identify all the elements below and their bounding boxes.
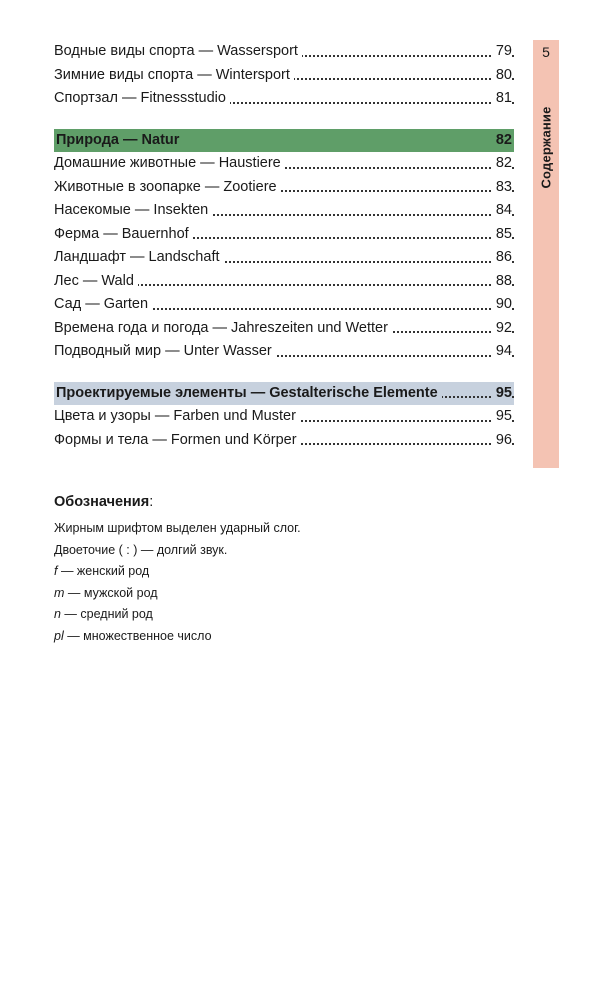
toc-entry-page: 79	[492, 40, 512, 64]
legend-line	[54, 561, 494, 583]
section-header-label: Природа — Natur	[54, 132, 183, 148]
toc-entry-page: 82	[492, 152, 512, 176]
legend-line	[54, 583, 494, 605]
toc-entry[interactable]	[54, 340, 514, 364]
toc-entry-label: Времена года и погода — Jahreszeiten und Wetter	[54, 320, 392, 336]
toc-entry[interactable]	[54, 293, 514, 317]
toc-entry-label: Лес — Wald	[54, 273, 138, 289]
legend-title-text: Обозначения	[54, 494, 150, 510]
toc-entry[interactable]	[54, 40, 514, 64]
toc-entry-page: 92	[492, 317, 512, 341]
toc-entry-page: 90	[492, 293, 512, 317]
toc-entry-page: 88	[492, 270, 512, 294]
legend-abbr: m	[54, 585, 65, 600]
toc-entry-page: 84	[492, 199, 512, 223]
toc-entry[interactable]	[54, 176, 514, 200]
legend-abbr-text: — множественное число	[63, 628, 212, 643]
toc-entry-page: 95	[492, 405, 512, 429]
section-header-page: 95	[492, 382, 512, 406]
legend-abbr-text: — средний род	[60, 607, 153, 621]
toc-entry-label: Насекомые — Insekten	[54, 202, 212, 218]
toc-entry-label: Водные виды спорта — Wassersport	[54, 43, 302, 59]
side-tab-label: Содержание	[538, 106, 554, 189]
toc-entry-page: 96	[492, 429, 512, 453]
toc-entry-page: 86	[492, 246, 512, 270]
toc-entry[interactable]	[54, 246, 514, 270]
toc-entry[interactable]	[54, 87, 514, 111]
toc-entry[interactable]	[54, 405, 514, 429]
toc-entry-page: 80	[492, 64, 512, 88]
page-number: 5	[542, 44, 550, 60]
section-header-page: 82	[492, 129, 512, 153]
legend-abbr: n	[54, 607, 61, 621]
legend-abbr-text: — мужской род	[64, 585, 158, 600]
toc-entry-label: Подводный мир — Unter Wasser	[54, 343, 276, 359]
toc-entry-label: Домашние животные — Haustiere	[54, 155, 285, 171]
legend-line: Двоеточие ( : ) — долгий звук.	[54, 542, 228, 557]
toc-entry-page: 94	[492, 340, 512, 364]
legend-abbr: pl	[54, 628, 64, 643]
legend-abbr-text: — женский род	[57, 564, 150, 578]
section-header-design[interactable]	[54, 382, 514, 406]
toc-entry-label: Сад — Garten	[54, 296, 152, 312]
legend-line: Жирным шрифтом выделен ударный слог.	[54, 521, 301, 535]
toc-entry-label: Зимние виды спорта — Wintersport	[54, 67, 294, 83]
legend-abbr: f	[54, 564, 58, 578]
section-header-nature[interactable]	[54, 129, 514, 153]
toc-entry[interactable]	[54, 199, 514, 223]
toc-entry-label: Животные в зоопарке — Zootiere	[54, 179, 281, 195]
toc-entry-page: 83	[492, 176, 512, 200]
toc-entry-page: 81	[492, 87, 512, 111]
legend	[54, 494, 494, 647]
toc-entry-label: Цвета и узоры — Farben und Muster	[54, 408, 300, 424]
legend-title-colon: :	[149, 494, 154, 510]
table-of-contents	[54, 40, 514, 452]
toc-entry[interactable]	[54, 270, 514, 294]
toc-entry[interactable]	[54, 64, 514, 88]
legend-line	[54, 604, 494, 626]
section-header-label: Проектируемые элементы — Gestalterische Elemente	[54, 385, 442, 401]
side-tab	[533, 40, 559, 468]
toc-entry-label: Формы и тела — Formen und Körper	[54, 432, 301, 448]
toc-entry[interactable]	[54, 223, 514, 247]
legend-line	[54, 626, 494, 648]
toc-entry-page: 85	[492, 223, 512, 247]
toc-entry[interactable]	[54, 429, 514, 453]
toc-entry-label: Ферма — Bauernhof	[54, 226, 193, 242]
toc-entry-label: Спортзал — Fitnessstudio	[54, 90, 230, 106]
toc-entry[interactable]	[54, 152, 514, 176]
toc-entry[interactable]	[54, 317, 514, 341]
toc-entry-label: Ландшафт — Landschaft	[54, 249, 224, 265]
legend-title	[54, 494, 494, 510]
